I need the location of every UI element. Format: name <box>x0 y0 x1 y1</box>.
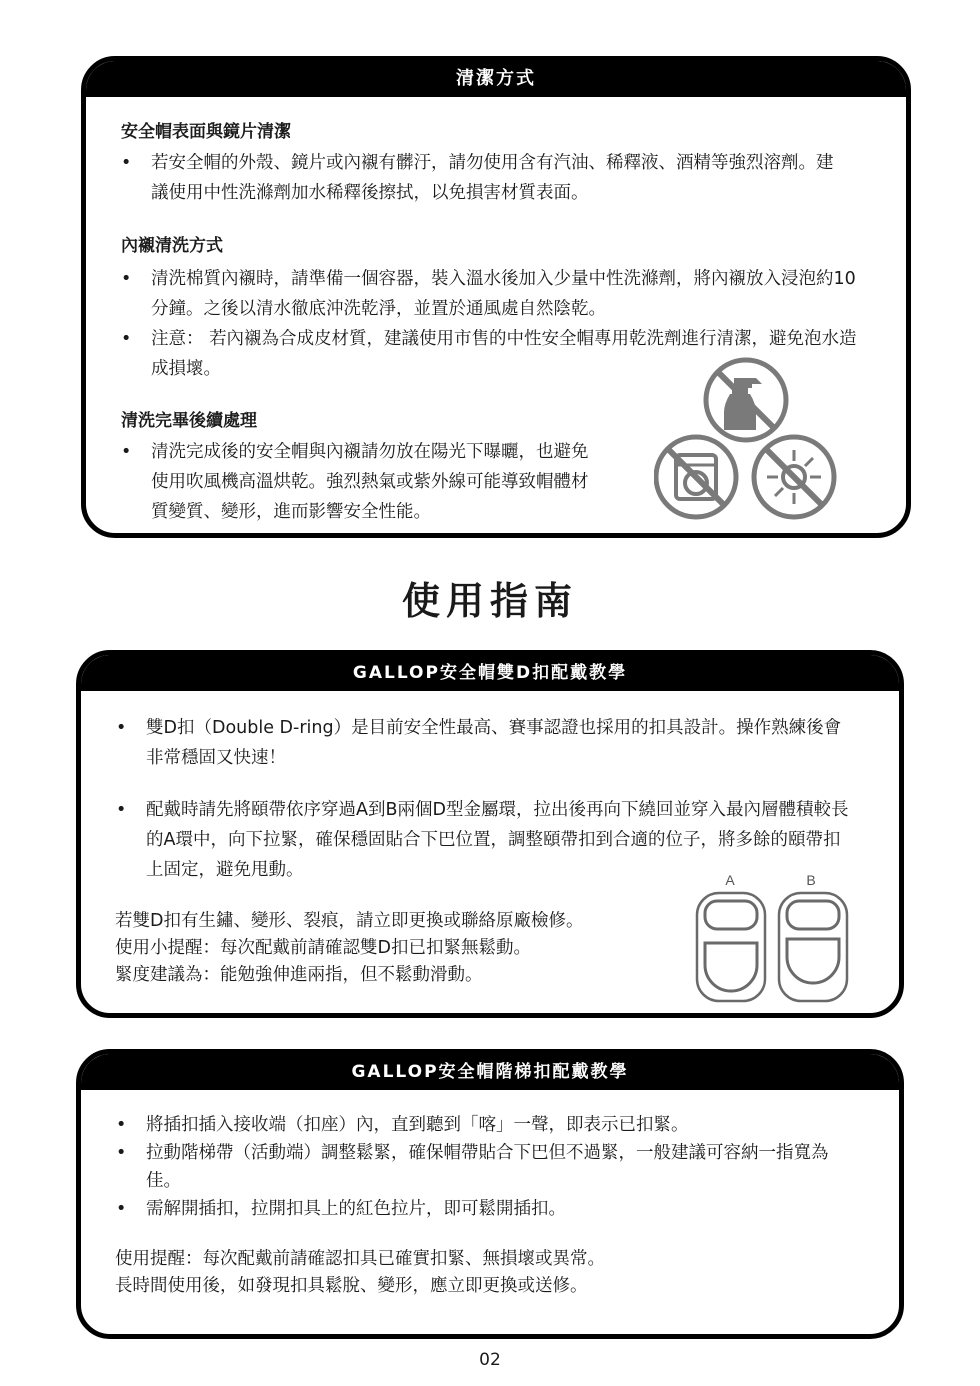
note-line: 若雙D扣有生鏽、變形、裂痕，請立即更換或聯絡原廠檢修。 <box>115 911 584 931</box>
list-item: • 雙D扣（Double D-ring）是目前安全性最高、賽事認證也採用的扣具設計。操作熟練後會非常穩固又快速！ <box>116 713 851 773</box>
dring-header: GALLOP安全帽雙D扣配戴教學 <box>81 655 899 691</box>
dring-notes <box>115 908 583 989</box>
note-line: 長時間使用後，如發現扣具鬆脫、變形，應立即更換或送修。 <box>115 1276 588 1296</box>
no-washing-machine-icon <box>656 437 736 517</box>
ring-label-a: A <box>725 872 735 888</box>
section-title-surface: 安全帽表面與鏡片清潔 <box>121 122 291 142</box>
list-item: • 將插扣插入接收端（扣座）內，直到聽到「喀」一聲，即表示已扣緊。 <box>116 1111 836 1139</box>
list-item: • 清洗棉質內襯時，請準備一個容器，裝入溫水後加入少量中性洗滌劑，將內襯放入浸泡約10分鐘。之後以清水徹底沖洗乾淨，並置於通風處自然陰乾。 <box>121 264 871 324</box>
dring-card <box>76 650 904 1018</box>
after-list <box>121 437 601 527</box>
note-line: 使用小提醒：每次配戴前請確認雙D扣已扣緊無鬆動。 <box>115 938 531 958</box>
page-title: 使用指南 <box>401 579 578 623</box>
dring-list <box>116 713 851 885</box>
list-item: • 拉動階梯帶（活動端）調整鬆緊，確保帽帶貼合下巴但不過緊，一般建議可容納一指寬為佳。 <box>116 1139 836 1195</box>
d-ring-b <box>779 893 847 1001</box>
cleaning-warning-icons <box>654 353 839 523</box>
surface-list <box>121 148 841 208</box>
list-item: • 清洗完成後的安全帽與內襯請勿放在陽光下曝曬，也避免使用吹風機高溫烘乾。強烈熱氣或紫外線可能導致帽體材質變質、變形，進而影響安全性能。 <box>121 437 601 527</box>
ladder-card <box>76 1049 904 1339</box>
list-item: • 需解開插扣，拉開扣具上的紅色拉片，即可鬆開插扣。 <box>116 1195 836 1223</box>
section-title-after: 清洗完畢後續處理 <box>121 411 257 431</box>
note-line: 緊度建議為：能勉強伸進兩指，但不鬆動滑動。 <box>115 965 483 985</box>
cleaning-card <box>81 56 911 538</box>
list-item: • 若安全帽的外殼、鏡片或內襯有髒汙，請勿使用含有汽油、稀釋液、酒精等強烈溶劑。建議使用中性洗滌劑加水稀釋後擦拭，以免損害材質表面。 <box>121 148 841 208</box>
list-item: • 配戴時請先將頤帶依序穿過A到B兩個D型金屬環，拉出後再向下繞回並穿入最內層體積較長的A環中，向下拉緊，確保穩固貼合下巴位置，調整頤帶扣到合適的位子，將多餘的頤帶扣上固定，避免甩動。 <box>116 795 851 885</box>
ring-label-b: B <box>806 872 816 888</box>
ladder-header: GALLOP安全帽階梯扣配戴教學 <box>81 1054 899 1090</box>
d-ring-illustration <box>693 865 853 1005</box>
section-title-liner: 內襯清洗方式 <box>121 236 223 256</box>
ladder-list <box>116 1111 836 1223</box>
page-number: 02 <box>479 1350 501 1370</box>
cleaning-header: 清潔方式 <box>86 61 906 97</box>
ladder-notes <box>115 1246 899 1300</box>
d-ring-a <box>697 893 765 1001</box>
no-sun-icon <box>754 437 834 517</box>
note-line: 使用提醒：每次配戴前請確認扣具已確實扣緊、無損壞或異常。 <box>115 1249 605 1269</box>
list-item: • 注意： 若內襯為合成皮材質，建議使用市售的中性安全帽專用乾洗劑進行清潔，避免泡水造成損壞。 <box>121 324 871 384</box>
no-spray-icon <box>706 360 786 440</box>
